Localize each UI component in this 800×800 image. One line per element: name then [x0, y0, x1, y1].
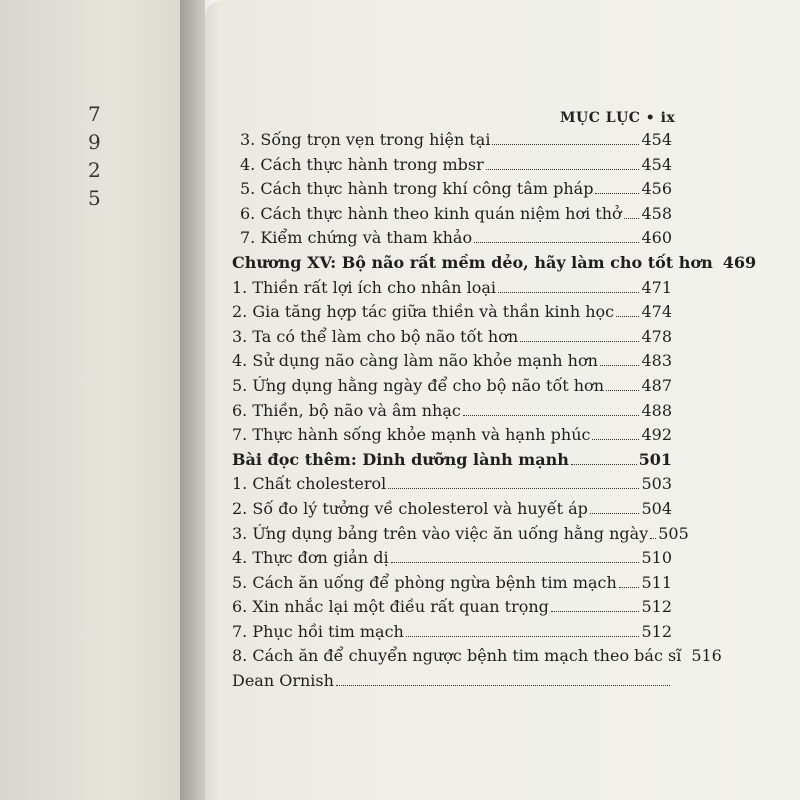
toc-leader-dots [336, 685, 670, 686]
toc-entry-page: 478 [641, 326, 672, 346]
toc-entry-page: 474 [641, 302, 672, 322]
toc-entry-title: 5. Cách thực hành trong khí công tâm pháp [240, 179, 594, 199]
toc-entry-title: 8. Cách ăn để chuyển ngược bệnh tim mạch theo bác sĩ [232, 646, 682, 666]
toc-entry [232, 644, 722, 669]
toc-entry [232, 522, 689, 547]
toc-entry-page: 503 [641, 474, 672, 494]
toc-leader-dots [592, 439, 639, 440]
toc-entry-page: 501 [638, 449, 672, 469]
toc-entry-page: 456 [641, 179, 672, 199]
toc-entry-page: 471 [641, 277, 672, 297]
left-edge-char: 9 [88, 130, 101, 154]
toc-entry-title: 7. Phục hồi tim mạch [232, 621, 404, 641]
toc-entry-title: 1. Thiền rất lợi ích cho nhân loại [232, 277, 496, 297]
toc-entry-page: 512 [641, 621, 672, 641]
toc-entry [232, 276, 672, 301]
toc-entry [232, 595, 672, 620]
left-edge-char: 7 [88, 102, 101, 126]
toc-entry [232, 620, 672, 645]
toc-entry-title: 3. Ta có thể làm cho bộ não tốt hơn [232, 326, 519, 346]
toc-entry-page: 454 [641, 130, 672, 149]
toc-leader-dots [406, 636, 640, 637]
toc-entry-title: 6. Xin nhắc lại một điều rất quan trọng [232, 597, 549, 617]
toc-entry [232, 472, 672, 497]
toc-entry-title: 5. Ứng dụng hằng ngày để cho bộ não tốt hơn [232, 375, 604, 395]
left-page-edge-numbers [88, 100, 108, 220]
toc-entry [232, 497, 672, 522]
toc-entry-title: 4. Sử dụng não càng làm não khỏe mạnh hơn [232, 351, 598, 371]
toc-leader-dots [474, 242, 639, 243]
toc-entry-title: 7. Thực hành sống khỏe mạnh và hạnh phúc [232, 425, 591, 445]
toc-leader-dots [492, 144, 639, 145]
toc-leader-dots [595, 193, 639, 194]
toc-entry-title: Chương XV: Bộ não rất mềm dẻo, hãy làm cho tốt hơn [232, 252, 713, 272]
toc-leader-dots [616, 316, 639, 317]
toc-entry-title: 7. Kiểm chứng và tham khảo [240, 228, 473, 248]
book-gutter [180, 0, 220, 800]
toc-entry-title: 5. Cách ăn uống để phòng ngừa bệnh tim mạch [232, 572, 617, 592]
toc-entry-title: 3. Sống trọn vẹn trong hiện tại [240, 130, 491, 149]
toc-entry-title: 4. Cách thực hành trong mbsr [240, 154, 484, 174]
toc-leader-dots [391, 562, 640, 563]
toc-entry-page: 454 [641, 154, 672, 174]
toc-entry-page: 505 [658, 523, 689, 543]
toc-entry [232, 300, 672, 325]
toc-entry-page: 492 [641, 425, 672, 445]
toc-entry [232, 546, 672, 571]
toc-leader-dots [624, 218, 640, 219]
toc-leader-dots [486, 169, 640, 170]
toc-entry [232, 202, 672, 227]
toc-entry-page: 504 [641, 498, 672, 518]
toc-entry [232, 669, 672, 694]
toc-entry-title: 2. Số đo lý tưởng về cholesterol và huyết áp [232, 498, 588, 518]
toc-entry-page: 469 [722, 252, 757, 272]
left-edge-char: 5 [88, 186, 101, 210]
toc-leader-dots [498, 292, 639, 293]
page-header: MỤC LỤC • ix [560, 110, 676, 126]
toc-leader-dots [571, 464, 637, 465]
toc-leader-dots [606, 390, 639, 391]
toc-entry [232, 325, 672, 350]
toc-entry-title: Dean Ornish [232, 671, 334, 691]
toc-leader-dots [551, 611, 640, 612]
toc-leader-dots [520, 341, 639, 342]
toc-entry [232, 226, 672, 251]
toc-entry-page: 510 [641, 548, 672, 568]
toc-entry-title: 6. Thiền, bộ não và âm nhạc [232, 400, 461, 420]
toc-entry [232, 349, 672, 374]
toc-entry-title: 2. Gia tăng hợp tác giữa thiền và thần kinh học [232, 302, 615, 322]
toc-entry [232, 374, 672, 399]
toc-entry [232, 399, 672, 424]
toc-entry-title: Bài đọc thêm: Dinh dưỡng lành mạnh [232, 449, 569, 469]
toc-entry [232, 251, 757, 276]
toc-entry [232, 571, 672, 596]
toc-entry-page: 483 [641, 351, 672, 371]
toc-entry [232, 153, 672, 178]
toc-entry-page: 488 [641, 400, 672, 420]
toc-entry-title: 6. Cách thực hành theo kinh quán niệm hơi thở [240, 203, 622, 223]
toc-entry-title: 1. Chất cholesterol [232, 474, 387, 494]
toc-leader-dots [388, 488, 639, 489]
toc-entry-page: 516 [691, 646, 722, 666]
table-of-contents [232, 128, 757, 694]
toc-entry-page: 512 [641, 597, 672, 617]
toc-entry-page: 458 [641, 203, 672, 223]
toc-entry-page: 460 [641, 228, 672, 248]
toc-entry-page: 511 [641, 572, 672, 592]
toc-leader-dots [650, 538, 656, 539]
left-page [0, 0, 205, 800]
toc-leader-dots [600, 365, 640, 366]
toc-entry [232, 423, 672, 448]
left-edge-char: 2 [88, 158, 101, 182]
toc-entry-title: 3. Ứng dụng bảng trên vào việc ăn uống hằng ngày [232, 523, 649, 543]
toc-entry-title: 4. Thực đơn giản dị [232, 548, 389, 568]
toc-leader-dots [463, 415, 640, 416]
toc-leader-dots [619, 587, 640, 588]
toc-entry [232, 448, 672, 473]
toc-leader-dots [590, 513, 640, 514]
toc-entry [232, 128, 672, 153]
toc-entry-page: 487 [641, 375, 672, 395]
toc-entry [232, 177, 672, 202]
